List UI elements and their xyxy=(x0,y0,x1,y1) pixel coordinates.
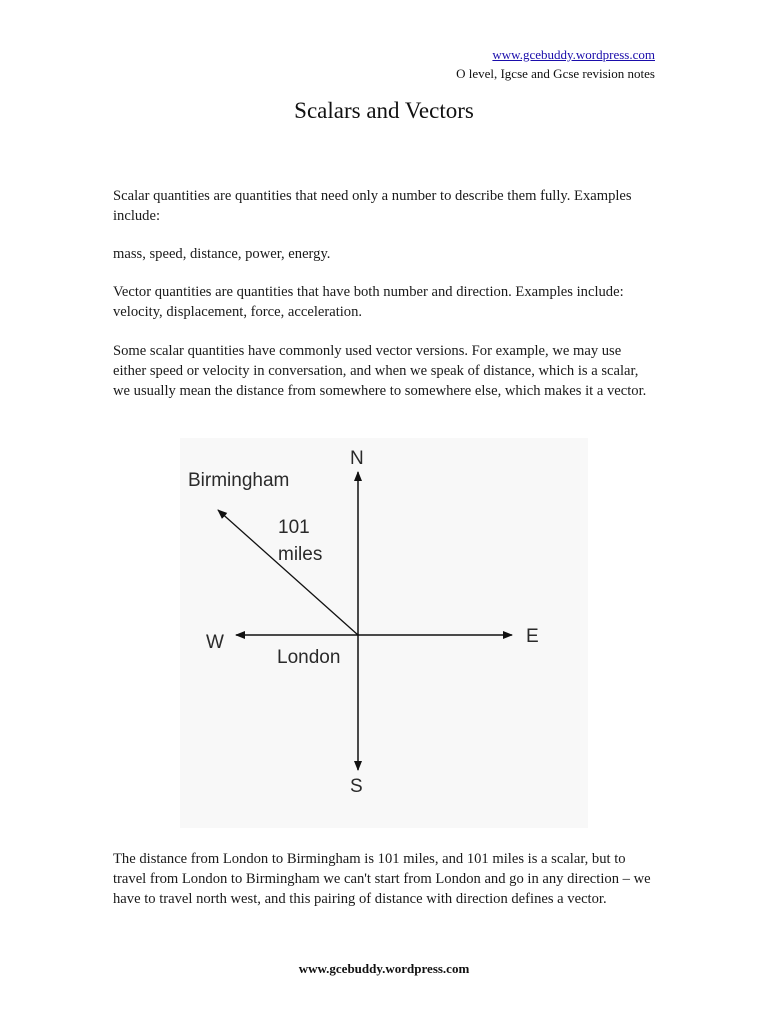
paragraph-london-birmingham: The distance from London to Birmingham is 101 miles, and 101 miles is a scalar, but to travel from London to Birmingham we can't start from London and go in any direction – we have to travel north west, and this pairing of distance with direction defines a vector. xyxy=(113,851,651,907)
paragraph-vector-definition: Vector quantities are quantities that have both number and direction. Examples include: velocity, displacement, force, acceleration. xyxy=(113,284,624,320)
compass-vector-diagram xyxy=(180,438,588,828)
paragraph-scalar-definition: Scalar quantities are quantities that need only a number to describe them fully. Examples include: xyxy=(113,188,632,224)
paragraph-scalar-vector-versions: Some scalar quantities have commonly used vector versions. For example, we may use either speed or velocity in conversation, and when we speak of distance, which is a scalar, we usually mean the distance from somewhere to somewhere else, which makes it a vector. xyxy=(113,343,647,399)
south-label: S xyxy=(350,776,363,797)
header-website-link[interactable]: www.gcebuddy.wordpress.com xyxy=(492,47,655,62)
header-subtitle: O level, Igcse and Gcse revision notes xyxy=(456,66,655,81)
footer-website: www.gcebuddy.wordpress.com xyxy=(298,961,470,976)
north-label: N xyxy=(350,448,364,469)
paragraph-scalar-examples: mass, speed, distance, power, energy. xyxy=(113,246,331,262)
distance-unit-label: miles xyxy=(278,544,323,565)
west-label: W xyxy=(206,632,224,653)
east-label: E xyxy=(526,626,539,647)
distance-value-label: 101 xyxy=(278,517,310,538)
birmingham-label: Birmingham xyxy=(188,470,290,491)
compass-diagram-svg xyxy=(180,438,588,828)
page-title: Scalars and Vectors xyxy=(294,98,474,123)
london-label: London xyxy=(277,647,341,668)
